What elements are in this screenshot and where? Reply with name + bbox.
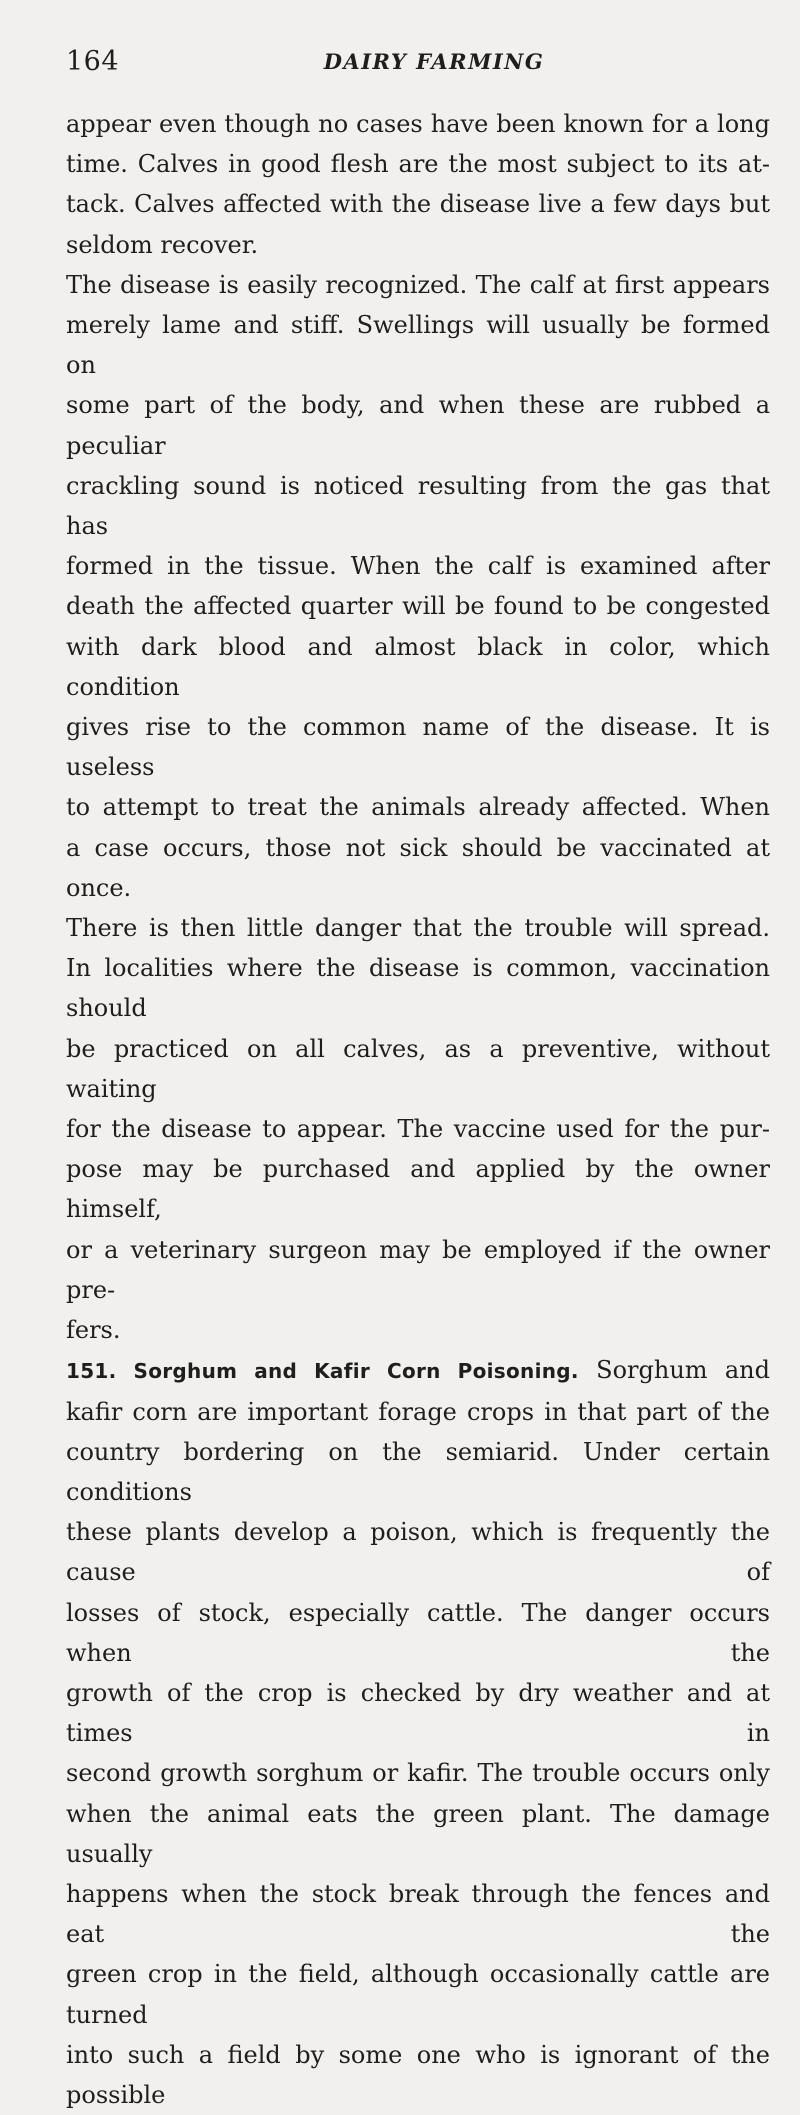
running-title: DAIRY FARMING	[323, 49, 545, 74]
text-line: pose may be purchased and applied by the owner himself,	[66, 1155, 770, 1224]
page-number: 164	[66, 46, 120, 77]
text-line: tack. Calves affected with the disease live a few days but	[66, 190, 770, 219]
text-line: a case occurs, those not sick should be vaccinated at once.	[66, 833, 770, 902]
text-line: for the disease to appear. The vaccine used for the pur-	[66, 1115, 770, 1144]
text-line: when the animal eats the green plant. The damage usually	[66, 1799, 770, 1868]
text-line: second growth sorghum or kafir. The trouble occurs only	[66, 1759, 770, 1788]
text-line: or a veterinary surgeon may be employed if the owner pre-	[66, 1235, 770, 1304]
body-text	[66, 104, 770, 2115]
text-line: growth of the crop is checked by dry weather and at times in	[66, 1678, 770, 1748]
text-line: crackling sound is noticed resulting from the gas that has	[66, 471, 770, 541]
text-line: formed in the tissue. When the calf is examined after	[66, 552, 770, 581]
running-head	[66, 46, 762, 86]
text-line: seldom recover.	[66, 230, 259, 259]
text-line: merely lame and stiff. Swellings will usually be formed on	[66, 311, 770, 380]
text-line: with dark blood and almost black in color, which condition	[66, 632, 770, 701]
text-line: kafir corn are important forage crops in that part of the	[66, 1397, 770, 1426]
text-line: these plants develop a poison, which is frequently the cause of	[66, 1518, 770, 1587]
text-line: time. Calves in good flesh are the most subject to its at-	[66, 150, 770, 179]
section-first-line	[66, 1350, 770, 1391]
text-line: appear even though no cases have been known for a long	[66, 110, 770, 138]
text-line: In localities where the disease is common, vaccination should	[66, 954, 770, 1023]
section-first-line-text: Sorghum and	[596, 1356, 770, 1385]
text-line: to attempt to treat the animals already affected. When	[66, 793, 770, 822]
section-heading: 151. Sorghum and Kafir Corn Poisoning.	[66, 1359, 579, 1384]
text-line: country bordering on the semiarid. Under certain conditions	[66, 1437, 770, 1506]
text-line: gives rise to the common name of the disease. It is useless	[66, 713, 770, 782]
text-line: The disease is easily recognized. The calf at first appears	[66, 270, 770, 299]
text-line: some part of the body, and when these are rubbed a peculiar	[66, 391, 770, 460]
text-line: death the affected quarter will be found to be congested	[66, 592, 770, 621]
text-line: green crop in the field, although occasionally cattle are turned	[66, 1960, 770, 2029]
text-line: be practiced on all calves, as a preventive, without waiting	[66, 1034, 770, 1103]
text-line: fers.	[66, 1316, 121, 1345]
text-line: into such a field by some one who is ignorant of the possible	[66, 2040, 770, 2109]
text-line: happens when the stock break through the fences and eat the	[66, 1879, 770, 1949]
text-line: There is then little danger that the trouble will spread.	[66, 914, 770, 943]
text-line: losses of stock, especially cattle. The danger occurs when the	[66, 1598, 770, 1667]
